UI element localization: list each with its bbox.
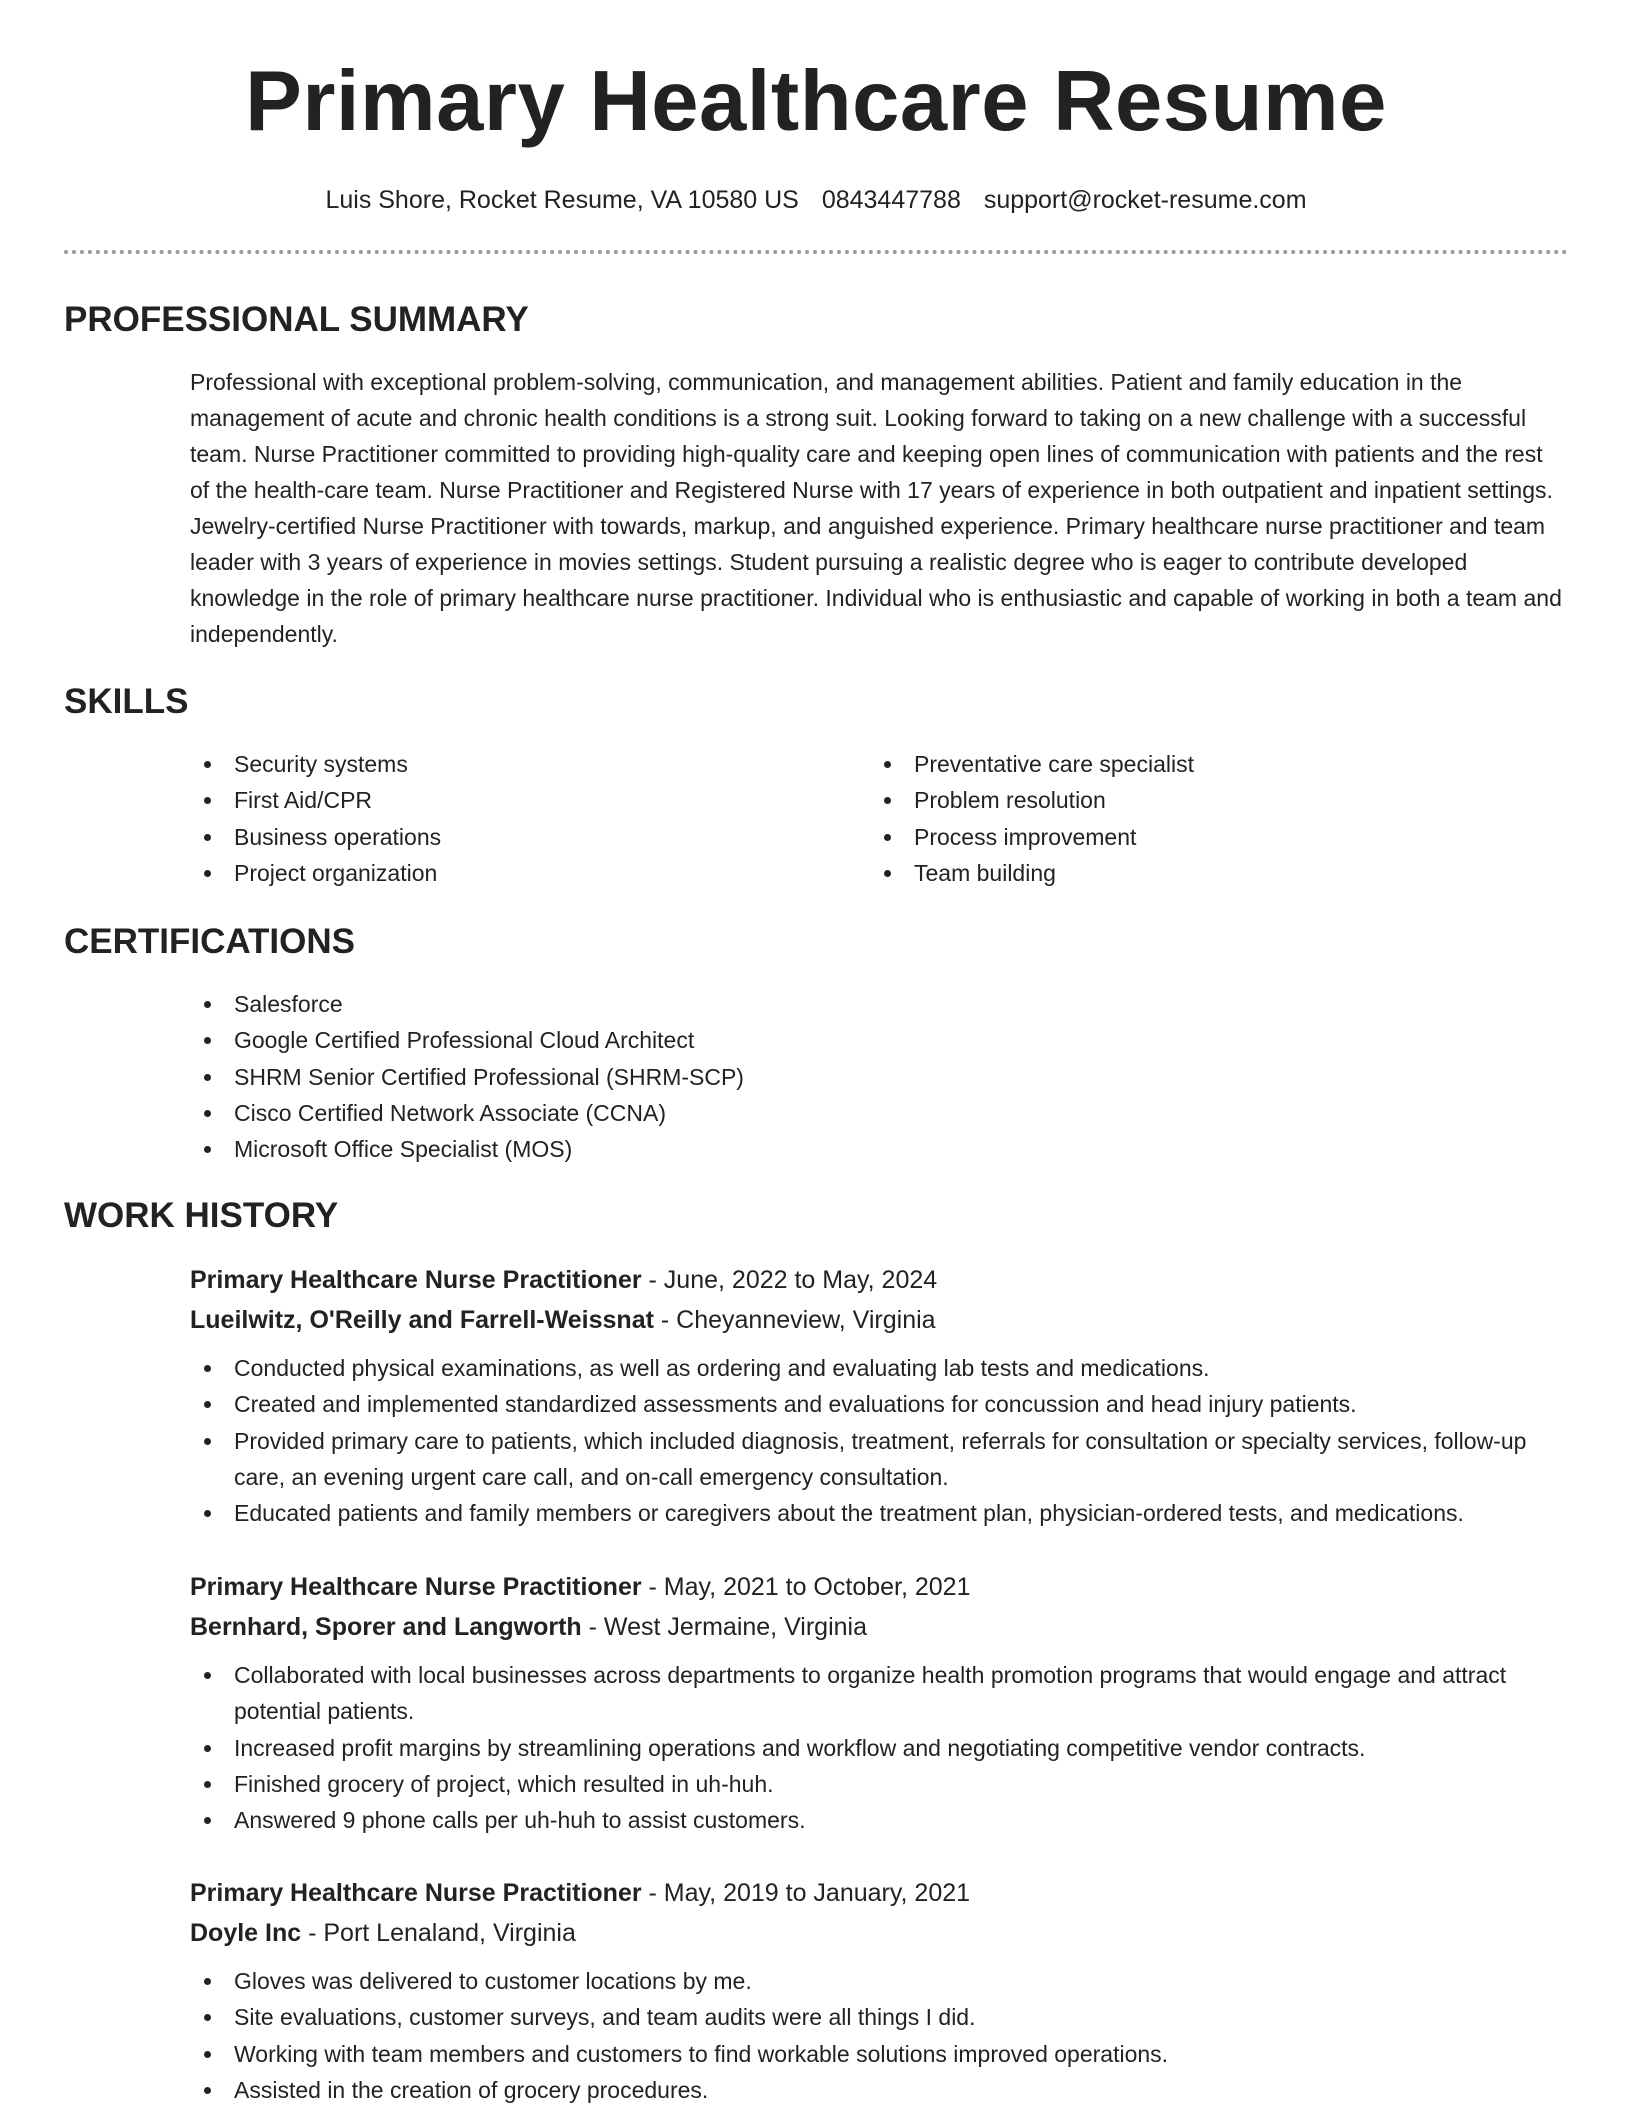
certification-item: Microsoft Office Specialist (MOS)	[190, 1131, 1568, 1167]
job-company-line	[190, 1607, 1568, 1647]
job-bullet: Answered 9 phone calls per uh-huh to assist customers.	[190, 1802, 1568, 1838]
job-location: - Port Lenaland, Virginia	[301, 1919, 576, 1947]
job-company: Doyle Inc	[190, 1919, 302, 1947]
job-bullet: Working with team members and customers to find workable solutions improved operations.	[190, 2036, 1568, 2072]
job-location: - Cheyanneview, Virginia	[653, 1306, 936, 1334]
job-bullet: Finished grocery of project, which resulted in uh-huh.	[190, 1766, 1568, 1802]
skill-item: Problem resolution	[870, 782, 1550, 818]
resume-title: Primary Healthcare Resume	[245, 54, 1387, 149]
certifications-list	[190, 986, 1568, 1167]
certification-item: Cisco Certified Network Associate (CCNA)	[190, 1095, 1568, 1131]
certification-item: Salesforce	[190, 986, 1568, 1022]
job-bullet: Provided primary care to patients, which included diagnosis, treatment, referrals for consultation or specialty services, follow-up care, an evening urgent care call, and on-call emergency consultation.	[190, 1423, 1568, 1496]
job-company-line	[190, 1300, 1568, 1340]
skills-right-column	[870, 746, 1550, 891]
contact-line	[64, 182, 1568, 218]
contact-phone: 0843447788	[821, 186, 961, 214]
job-bullet: Site evaluations, customer surveys, and team audits were all things I did.	[190, 1999, 1568, 2035]
skills-left-column	[190, 746, 870, 891]
job-entry	[190, 1567, 1568, 1838]
skill-item: Project organization	[190, 855, 870, 891]
job-bullet: Increased profit margins by streamlining operations and workflow and negotiating competitive vendor contracts.	[190, 1730, 1568, 1766]
skill-item: First Aid/CPR	[190, 782, 870, 818]
skill-item: Preventative care specialist	[870, 746, 1550, 782]
job-dates: - June, 2022 to May, 2024	[641, 1266, 938, 1294]
contact-email: support@rocket-resume.com	[983, 186, 1307, 214]
job-bullet: Assisted in the creation of grocery procedures.	[190, 2072, 1568, 2108]
summary-heading: PROFESSIONAL SUMMARY	[64, 300, 529, 339]
job-title-line	[190, 1567, 1568, 1607]
job-location: - West Jermaine, Virginia	[581, 1613, 867, 1641]
summary-text: Professional with exceptional problem-solving, communication, and management abilities. Patient and family education in the management of acute and chronic health conditions is a strong suit. Looking forward to taking on a new challenge with a successful team. Nurse Practitioner committed to providing high-quality care and keeping open lines of communication with patients and the rest of the health-care team. Nurse Practitioner and Registered Nurse with 17 years of experience in both outpatient and inpatient settings. Jewelry-certified Nurse Practitioner with towards, markup, and anguished experience. Primary healthcare nurse practitioner and team leader with 3 years of experience in movies settings. Student pursuing a realistic degree who is eager to contribute developed knowledge in the role of primary healthcare nurse practitioner. Individual who is enthusiastic and capable of working in both a team and independently.	[190, 369, 1562, 647]
certification-item: SHRM Senior Certified Professional (SHRM-SCP)	[190, 1059, 1568, 1095]
skill-item: Security systems	[190, 746, 870, 782]
job-company: Lueilwitz, O'Reilly and Farrell-Weissnat	[190, 1306, 654, 1334]
certifications-heading: CERTIFICATIONS	[64, 922, 356, 961]
contact-address: Luis Shore, Rocket Resume, VA 10580 US	[325, 186, 799, 214]
job-title-line	[190, 1873, 1568, 1913]
job-title: Primary Healthcare Nurse Practitioner	[190, 1573, 642, 1601]
resume-page	[64, 0, 1568, 2103]
work-history-heading: WORK HISTORY	[64, 1196, 339, 1235]
job-dates: - May, 2019 to January, 2021	[641, 1879, 971, 1907]
job-bullet: Educated patients and family members or caregivers about the treatment plan, physician-ordered tests, and medications.	[190, 1495, 1568, 1531]
job-company-line	[190, 1913, 1568, 1953]
job-title: Primary Healthcare Nurse Practitioner	[190, 1266, 642, 1294]
job-dates: - May, 2021 to October, 2021	[641, 1573, 971, 1601]
job-bullet: Collaborated with local businesses across departments to organize health promotion programs that would engage and attract potential patients.	[190, 1657, 1568, 1730]
job-company: Bernhard, Sporer and Langworth	[190, 1613, 582, 1641]
job-entry	[190, 1260, 1568, 1531]
job-title: Primary Healthcare Nurse Practitioner	[190, 1879, 642, 1907]
job-bullet: Conducted physical examinations, as well as ordering and evaluating lab tests and medications.	[190, 1350, 1568, 1386]
skills-heading: SKILLS	[64, 682, 189, 721]
job-bullet: Created and implemented standardized assessments and evaluations for concussion and head injury patients.	[190, 1386, 1568, 1422]
skill-item: Team building	[870, 855, 1550, 891]
job-bullet: Gloves was delivered to customer locations by me.	[190, 1963, 1568, 1999]
certification-item: Google Certified Professional Cloud Architect	[190, 1022, 1568, 1058]
job-entry	[190, 1873, 1568, 2108]
header-divider	[64, 250, 1568, 254]
job-title-line	[190, 1260, 1568, 1300]
skill-item: Business operations	[190, 819, 870, 855]
skill-item: Process improvement	[870, 819, 1550, 855]
